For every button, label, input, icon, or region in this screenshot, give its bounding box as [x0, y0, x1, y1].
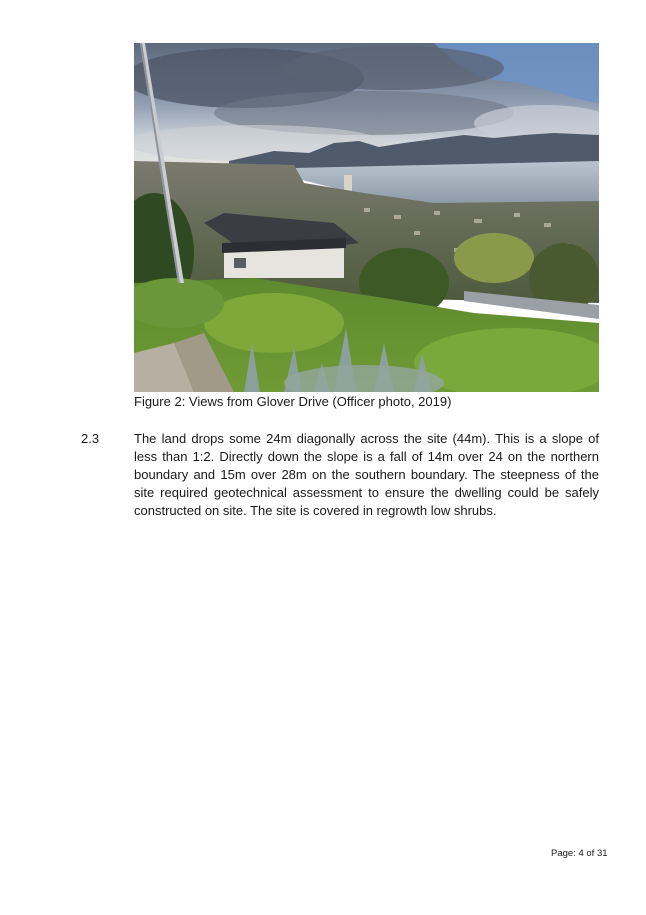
section-paragraph: The land drops some 24m diagonally across the site (44m). This is a slope of less than 1:2. Directly down the slope is a fall of 14m over 24 on the northern boundary and 15m over 28m on the southern boundary. The steepness of the site required geotechnical assessment to ensure the dwelling could be safely constructed on site. The site is covered in regrowth low shrubs. [134, 431, 599, 518]
figure-caption: Figure 2: Views from Glover Drive (Officer photo, 2019) [134, 394, 452, 409]
landscape-photo [134, 43, 599, 392]
section-number: 2.3 [81, 431, 100, 446]
page-number: Page: 4 of 31 [551, 848, 608, 859]
figure-photo [134, 43, 599, 392]
